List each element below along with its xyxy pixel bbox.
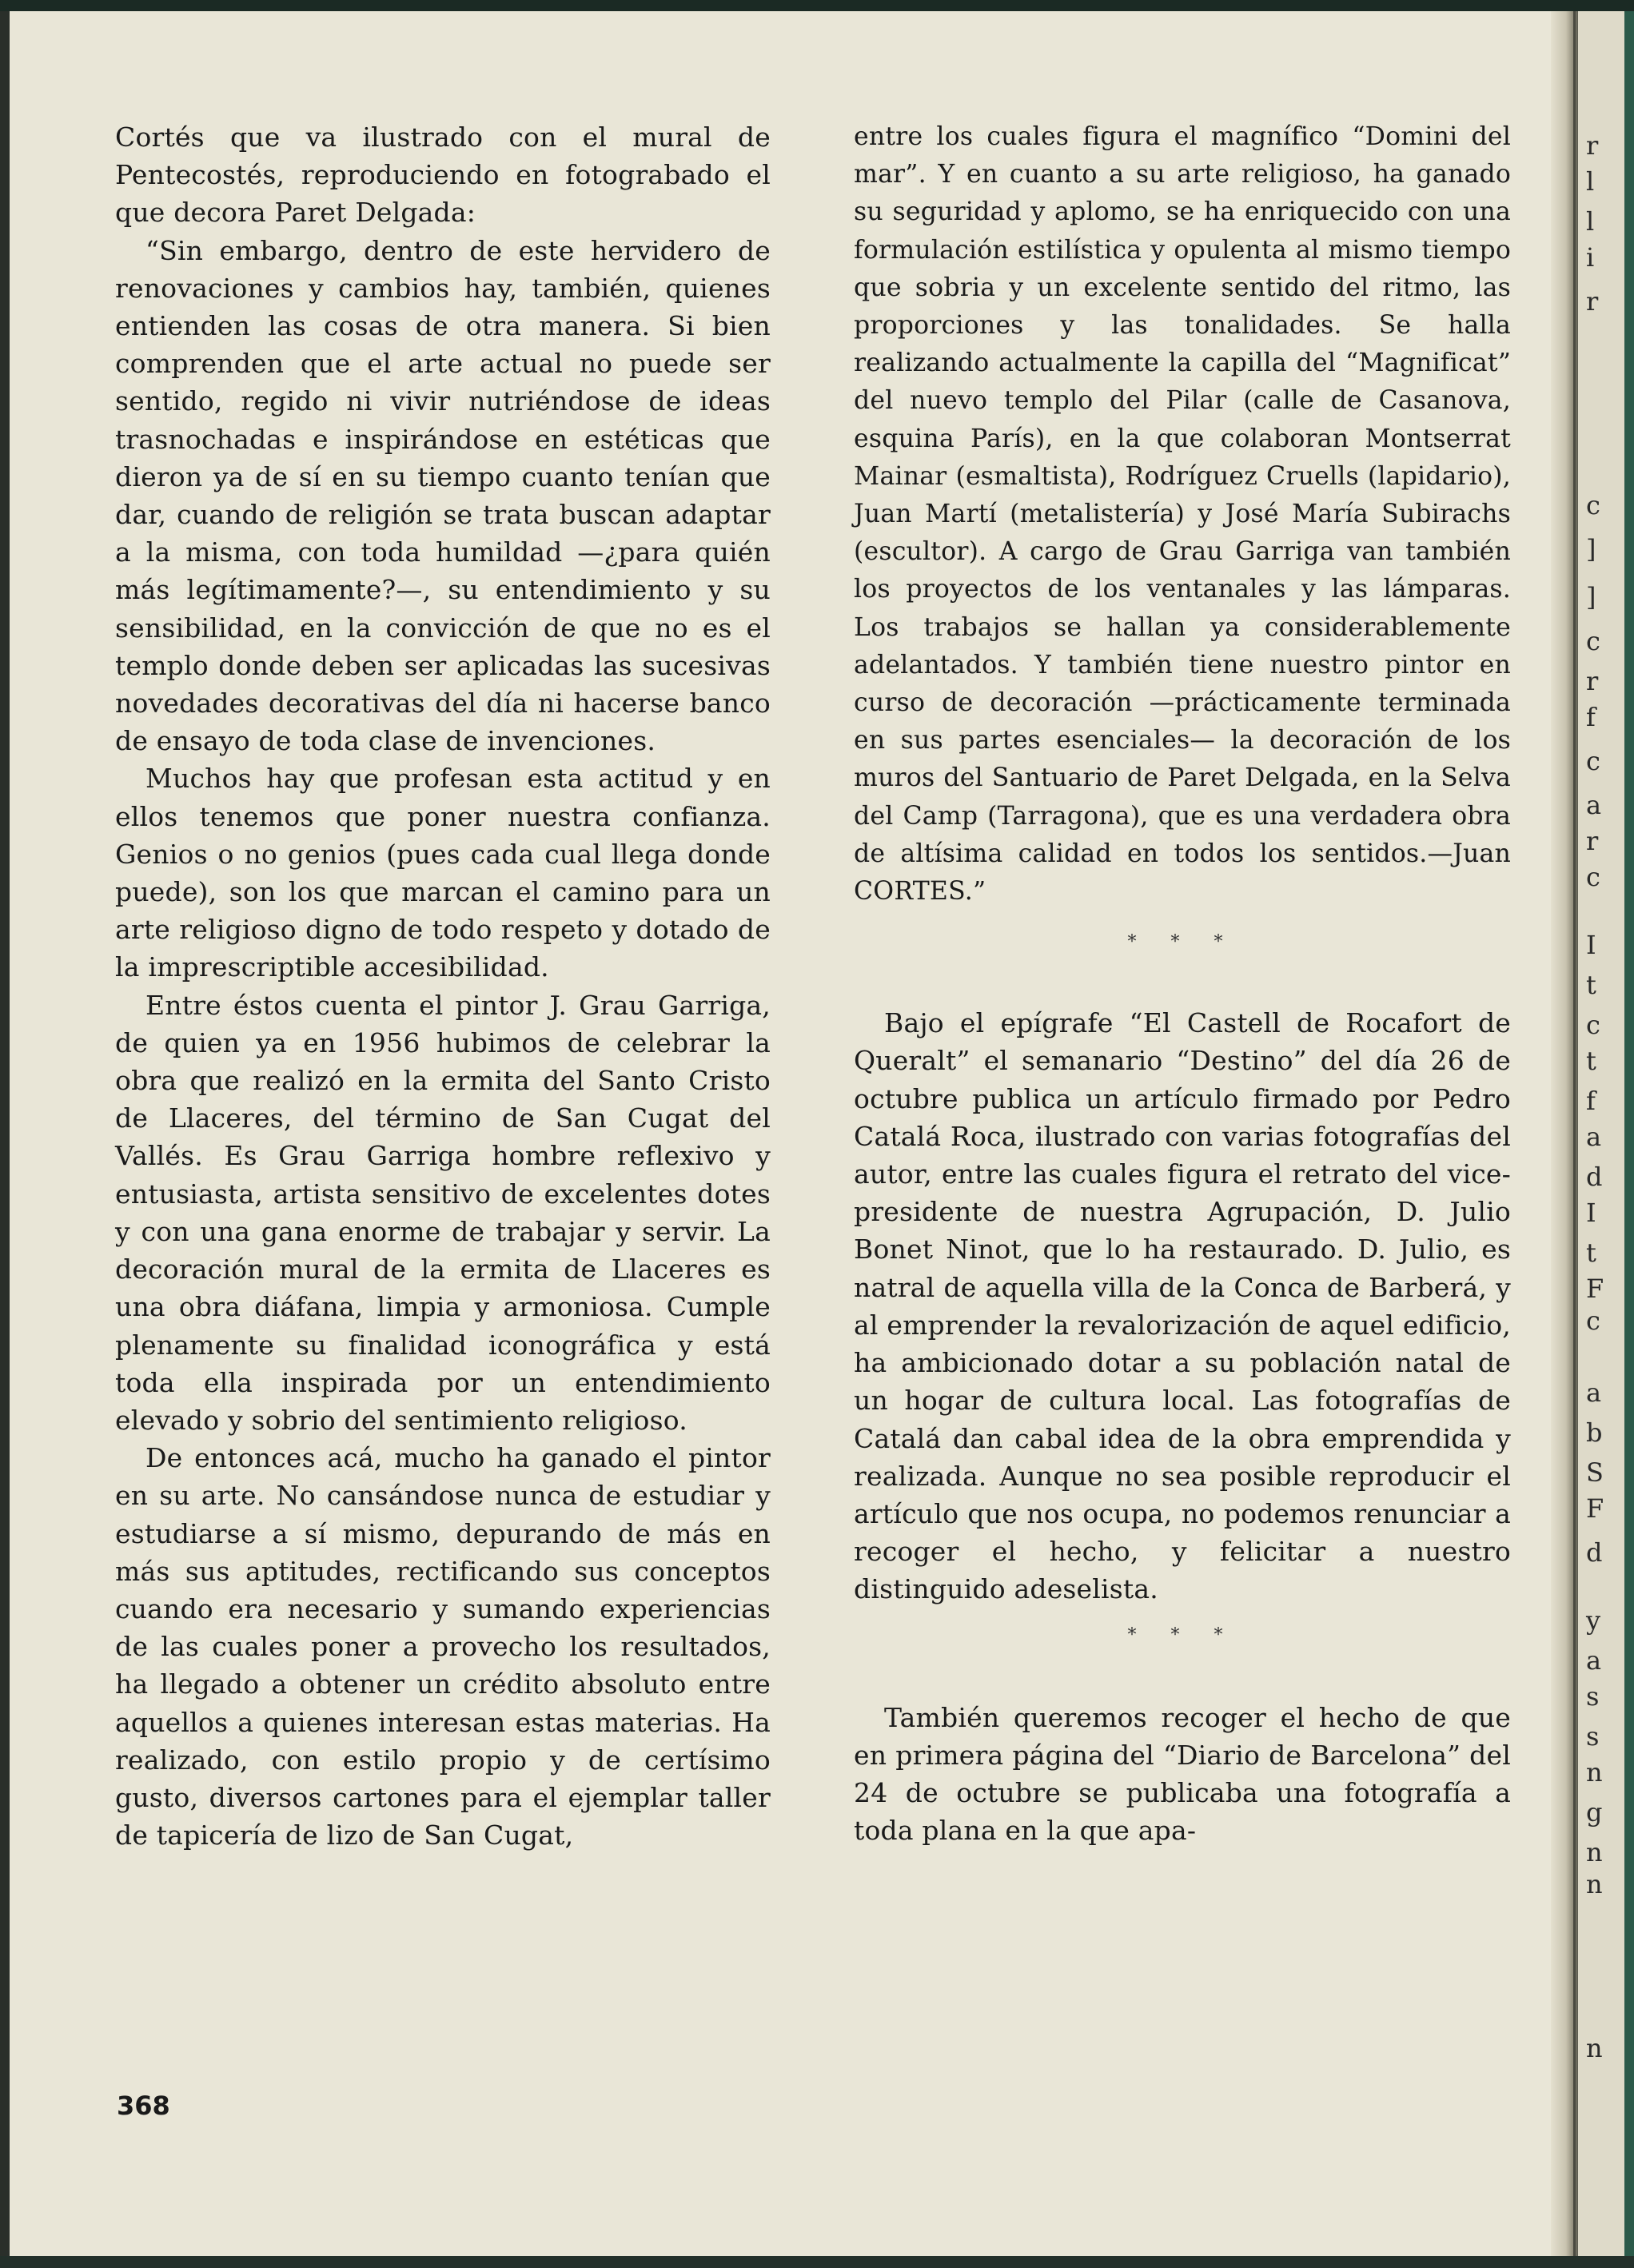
adjacent-page-fragment: n: [1586, 1869, 1603, 1899]
paragraph-castell-rocafort: Bajo el epígrafe “El Castell de Rocafort de Queralt” el semanario “Destino” del día 26 de octubre publica un artículo firmado por Pedro Catalá Roca, ilustrado con varias fotografías del autor, entre las cuales figura el retrato del vice-presidente de nuestra Agrupación, D. Julio Bonet Ninot, que lo ha restaurado. D. Julio, es natral de aquella villa de la Conca de Barberá, y al emprender la revalorización de aquel edificio, ha ambicionado dotar a su población natal de un hogar de cultura local. Las fotografías de Catalá dan cabal idea de la obra emprendida y realizada. Aunque no sea posible reproducir el artículo que nos ocupa, no podemos renunciar a recoger el hecho, y felicitar a nuestro distinguido adeselista.: [854, 1007, 1511, 1605]
page-number: 368: [117, 2091, 170, 2121]
adjacent-page-edge: [1624, 11, 1634, 2256]
adjacent-page-fragment: t: [1586, 970, 1596, 1000]
scan-border-bottom: [0, 2256, 1634, 2268]
adjacent-page-fragment: F: [1586, 1274, 1604, 1304]
left-column: [115, 118, 771, 1854]
adjacent-page-fragment: c: [1586, 746, 1600, 776]
adjacent-page-fragment: r: [1586, 286, 1599, 317]
adjacent-page-fragment: a: [1586, 1122, 1602, 1152]
adjacent-page-fragment: b: [1586, 1417, 1603, 1448]
section-separator: * * *: [1127, 1624, 1237, 1645]
adjacent-page-fragment: f: [1586, 702, 1596, 732]
scan-border-top: [0, 0, 1634, 11]
adjacent-page-strip: [1578, 11, 1624, 2256]
gutter-shadow-line: [1573, 11, 1576, 2256]
adjacent-page-fragment: n: [1586, 1757, 1603, 1788]
adjacent-page-fragment: r: [1586, 826, 1599, 856]
adjacent-page-fragment: d: [1586, 1162, 1603, 1192]
adjacent-page-fragment: i: [1586, 242, 1595, 273]
adjacent-page-fragment: a: [1586, 1645, 1602, 1676]
adjacent-page-fragment: c: [1586, 1305, 1600, 1336]
section-separator: * * *: [1127, 932, 1237, 953]
adjacent-page-fragment: s: [1586, 1721, 1600, 1752]
paragraph-continuation: entre los cuales figura el magnífico “Domini del mar”. Y en cuanto a su arte religioso, ha ganado su seguridad y aplomo, se ha enriquecido con una formulación estilística y opulenta al mismo tiempo que sobria y un excelente sentido del ritmo, las proporciones y las tonalidades. Se halla realizando actualmente la capilla del “Magnificat” del nuevo templo del Pilar (calle de Casanova, esquina París), en la que colaboran Montserrat Mainar (esmaltista), Rodríguez Cruells (lapidario), Juan Martí (metalistería) y José María Subirachs (escultor). A cargo de Grau Garriga van también los proyectos de los ventanales y las lámparas. Los trabajos se hallan ya considerablemente adelantados. Y también tiene nuestro pintor en curso de decoración —prácticamente terminada en sus partes esenciales— la decoración de los muros del Santuario de Paret Delgada, en la Selva del Camp (Tarragona), que es una verdadera obra de altísima calidad en todos los sentidos.—Juan CORTES.”: [854, 122, 1511, 907]
adjacent-page-fragment: ]: [1586, 534, 1596, 564]
adjacent-page-fragment: n: [1586, 1837, 1603, 1867]
paragraph-quote-start: “Sin embargo, dentro de este hervidero de renovaciones y cambios hay, también, quienes entienden las cosas de otra manera. Si bien comprenden que el arte actual no puede ser sentido, regido ni vivir nutriéndose de ideas trasnochadas e inspirándose en estéticas que dieron ya de sí en su tiempo cuanto tenían que dar, cuando de religión se trata buscan adaptar a la misma, con toda humildad —¿para quién más legítimamente?—, su entendimiento y su sensibilidad, en la convicción de que no es el templo donde deben ser aplicadas las sucesivas novedades decorativas del día ni hacerse banco de ensayo de toda clase de invenciones.: [115, 234, 771, 757]
adjacent-page-fragment: c: [1586, 1010, 1600, 1040]
adjacent-page-fragment: c: [1586, 626, 1600, 656]
adjacent-page-fragment: I: [1586, 930, 1596, 960]
adjacent-page-fragment: r: [1586, 130, 1599, 161]
adjacent-page-fragment: c: [1586, 862, 1600, 892]
paragraph-muchos: Muchos hay que profesan esta actitud y en ellos tenemos que poner nuestra confianza. Genios o no genios (pues cada cual llega donde puede), son los que marcan el camino para un arte religioso digno de todo respeto y dotado de la imprescriptible accesibilidad.: [115, 763, 771, 983]
adjacent-page-fragment: I: [1586, 1198, 1596, 1228]
paragraph-grau-garriga: Entre éstos cuenta el pintor J. Grau Garriga, de quien ya en 1956 hubimos de celebrar la obra que realizó en la ermita del Santo Cristo de Llaceres, del término de San Cugat del Vallés. Es Grau Garriga hombre reflexivo y entusiasta, artista sensitivo de excelentes dotes y con una gana enorme de trabajar y servir. La decoración mural de la ermita de Llaceres es una obra diáfana, limpia y armoniosa. Cumple plenamente su finalidad iconográfica y está toda ella inspirada por un entendimiento elevado y sobrio del sentimiento religioso.: [115, 989, 771, 1436]
paragraph-intro: Cortés que va ilustrado con el mural de Pentecostés, reproduciendo en fotograbado el que decora Paret Delgada:: [115, 122, 771, 229]
paragraph-de-entonces: De entonces acá, mucho ha ganado el pintor en su arte. No cansándose nunca de estudiar y estudiarse a sí mismo, depurando de más en más sus aptitudes, rectificando sus conceptos cuando era necesario y sumando experiencias de las cuales poner a provecho los resultados, ha llegado a obtener un crédito absoluto entre aquellos a quienes interesan estas materias. Ha realizado, con estilo propio y de certísimo gusto, diversos cartones para el ejemplar taller de tapicería de lizo de San Cugat,: [115, 1442, 771, 1851]
adjacent-page-fragment: y: [1586, 1605, 1601, 1636]
adjacent-page-fragment: f: [1586, 1086, 1596, 1116]
adjacent-page-fragment: S: [1586, 1457, 1604, 1488]
adjacent-page-fragment: t: [1586, 1046, 1596, 1076]
adjacent-page-fragment: a: [1586, 1377, 1602, 1408]
adjacent-page-fragment: s: [1586, 1681, 1600, 1712]
adjacent-page-fragment: l: [1586, 206, 1595, 237]
adjacent-page-fragment: ]: [1586, 582, 1596, 612]
adjacent-page-fragment: d: [1586, 1537, 1603, 1568]
adjacent-page-fragment: n: [1586, 2033, 1603, 2063]
adjacent-page-fragment: t: [1586, 1238, 1596, 1268]
adjacent-page-fragment: g: [1586, 1797, 1603, 1828]
adjacent-page-fragment: c: [1586, 490, 1600, 520]
adjacent-page-fragment: F: [1586, 1493, 1604, 1524]
scan-border-left: [0, 0, 10, 2268]
adjacent-page-fragment: a: [1586, 790, 1602, 820]
paragraph-diario-barcelona: También queremos recoger el hecho de que en primera página del “Diario de Barcelona” del 24 de octubre se publicaba una fotografía a toda plana en la que apa-: [854, 1701, 1511, 1847]
adjacent-page-fragment: l: [1586, 166, 1595, 197]
middle-column: [854, 118, 1511, 1849]
adjacent-page-fragment: r: [1586, 666, 1599, 696]
